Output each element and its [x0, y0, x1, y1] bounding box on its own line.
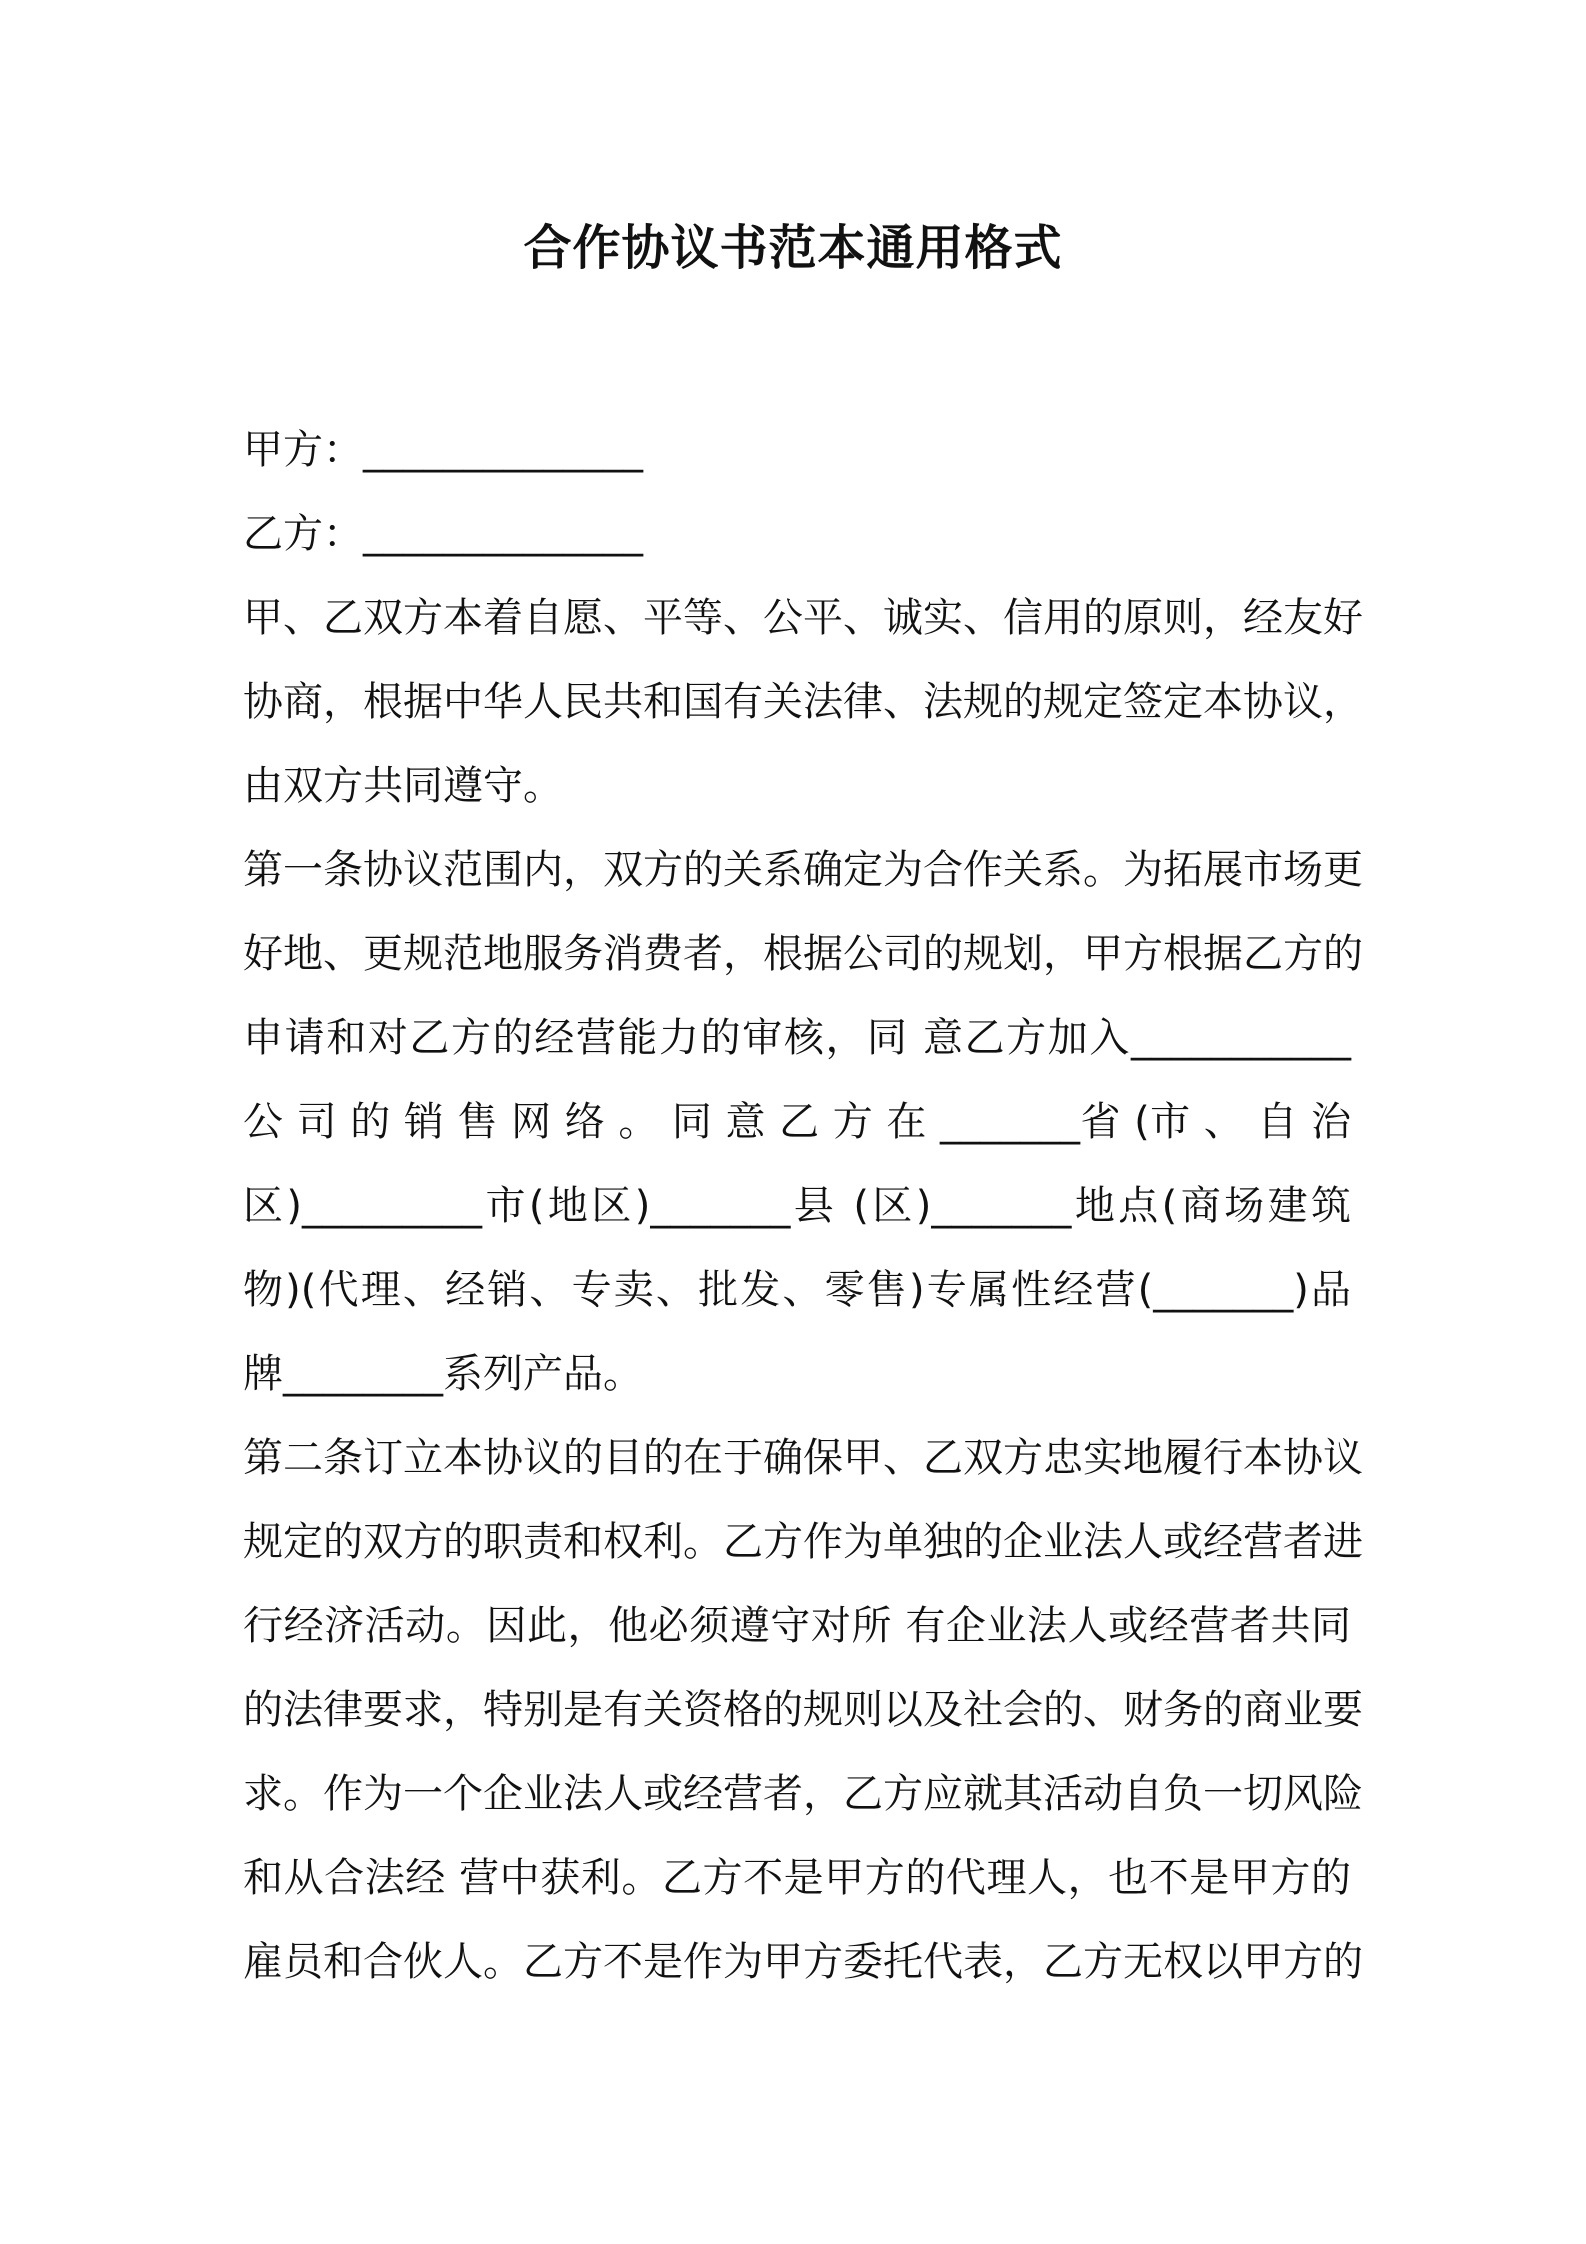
paragraph-line: 由双方共同遵守。 [243, 763, 563, 809]
paragraph-line: 区)_________市(地区)_______县 (区)_______地点(商场建筑 [243, 1183, 1351, 1229]
paragraph-line: 牌________系列产品。 [243, 1351, 643, 1397]
paragraph-line: 物)(代理、经销、专卖、批发、零售)专属性经营(_______)品 [243, 1267, 1351, 1313]
paragraph-line: 好地、更规范地服务消费者，根据公司的规划，甲方根据乙方的 [243, 931, 1363, 977]
paragraph-line: 申请和对乙方的经营能力的审核，同 意乙方加入___________ [243, 1015, 1351, 1061]
party-b-line: 乙方：______________ [243, 511, 643, 557]
paragraph-line: 第二条订立本协议的目的在于确保甲、乙双方忠实地履行本协议 [243, 1435, 1363, 1481]
paragraph-line: 行经济活动。因此，他必须遵守对所 有企业法人或经营者共同 [243, 1603, 1351, 1649]
paragraph-line: 和从合法经 营中获利。乙方不是甲方的代理人，也不是甲方的 [243, 1855, 1351, 1901]
document-body [243, 408, 1363, 2004]
document-title: 合作协议书范本通用格式 [523, 220, 1063, 276]
paragraph-line: 第一条协议范围内，双方的关系确定为合作关系。为拓展市场更 [243, 847, 1363, 893]
paragraph-line: 雇员和合伙人。乙方不是作为甲方委托代表，乙方无权以甲方的 [243, 1939, 1363, 1985]
paragraph-line: 公 司 的 销 售 网 络 。 同 意 乙 方 在 _______省 (市 、 自 治 [243, 1099, 1351, 1145]
paragraph-line: 规定的双方的职责和权利。乙方作为单独的企业法人或经营者进 [243, 1519, 1363, 1565]
paragraph-line: 求。作为一个企业法人或经营者，乙方应就其活动自负一切风险 [243, 1771, 1363, 1817]
paragraph-line: 协商，根据中华人民共和国有关法律、法规的规定签定本协议， [243, 679, 1363, 725]
paragraph-line: 的法律要求，特别是有关资格的规则以及社会的、财务的商业要 [243, 1687, 1363, 1733]
party-a-line: 甲方：______________ [243, 427, 643, 473]
paragraph-line: 甲、乙双方本着自愿、平等、公平、诚实、信用的原则，经友好 [243, 595, 1363, 641]
